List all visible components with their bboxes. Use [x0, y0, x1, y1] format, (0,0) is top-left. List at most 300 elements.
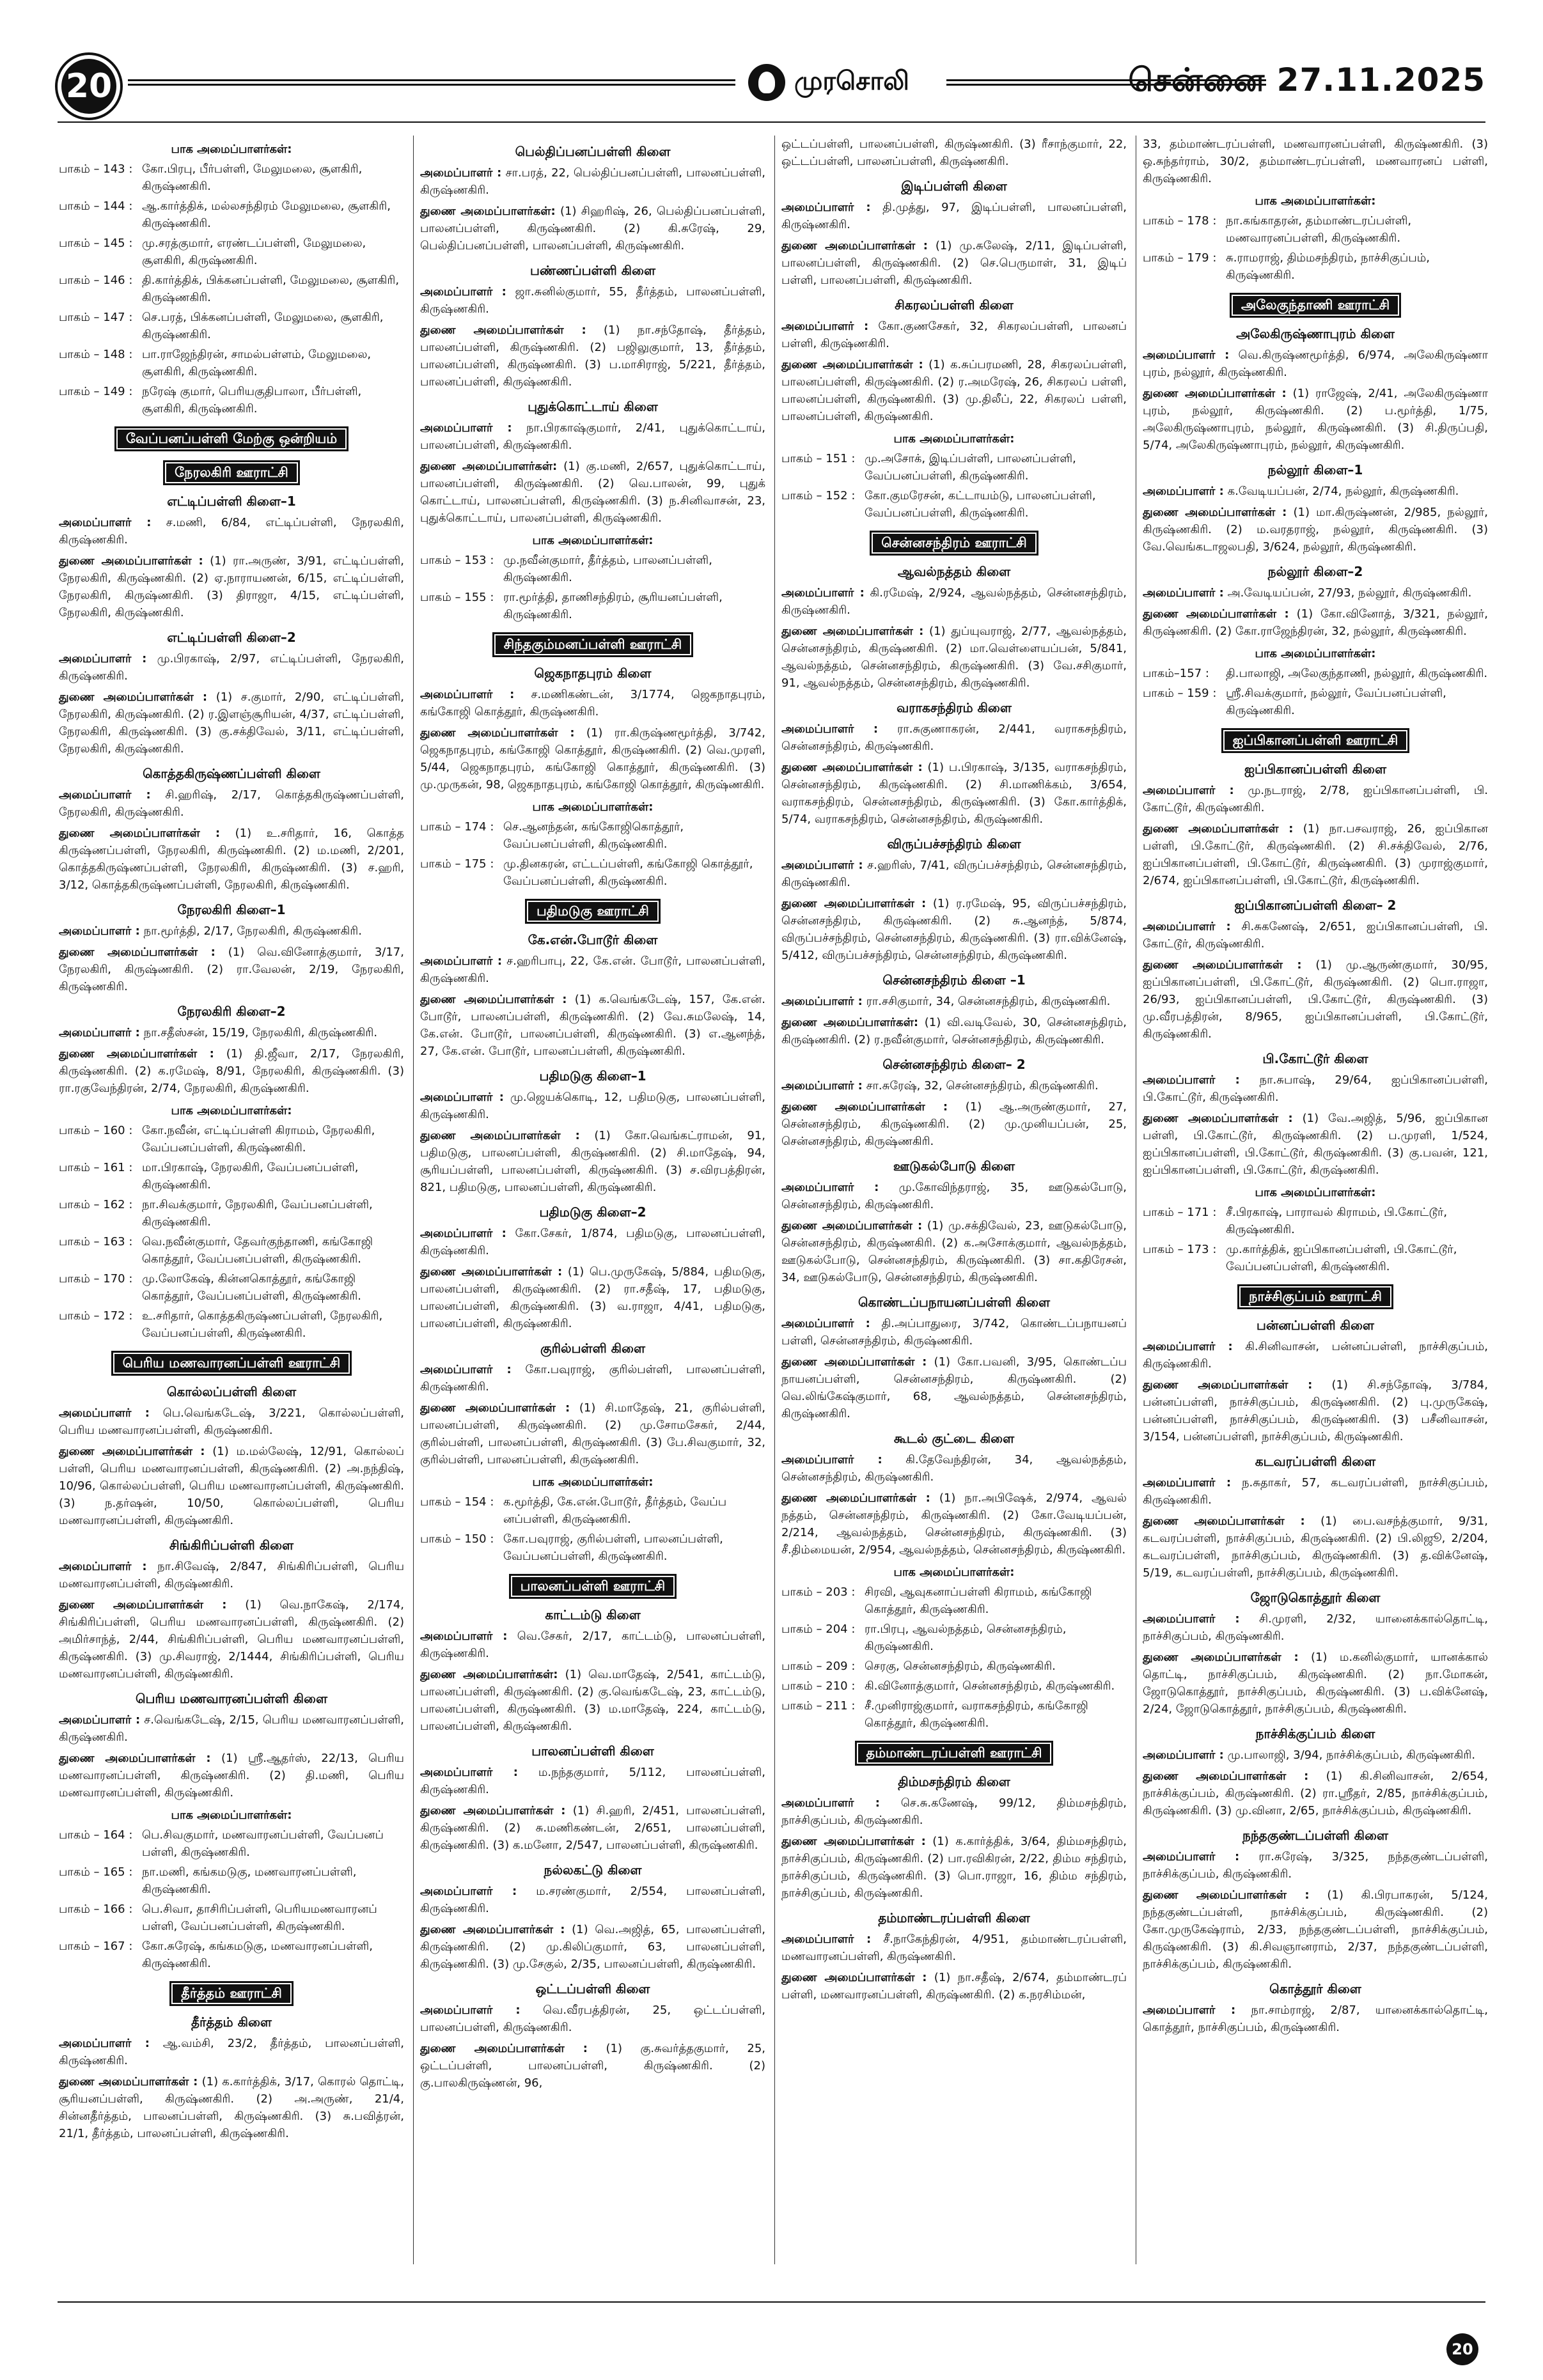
booth-number: பாகம் – 209 : — [781, 1660, 856, 1673]
role-label: அமைப்பாளர் : — [59, 652, 147, 665]
role-label: துணை அமைப்பாளர்கள் : — [59, 554, 203, 568]
column-4 — [1143, 136, 1488, 2264]
appointment-paragraph — [420, 1263, 765, 1332]
booth-entry — [1143, 1241, 1488, 1275]
role-label: துணை அமைப்பாளர்கள் : — [1143, 1378, 1313, 1392]
appointment-text: (1) கோ.வினோத், 3/321, நல்லூர், கிருஷ்ணகிரி. (2) கோ.ராஜேந்திரன், 32, நல்லூர், கிருஷ்ணகிரி. — [1143, 607, 1488, 638]
role-label: அமைப்பாளர் : — [420, 1227, 506, 1240]
role-label: துணை அமைப்பாளர்கள் : — [1143, 1769, 1309, 1783]
role-label: அமைப்பாளர் : — [1143, 1476, 1232, 1489]
appointment-paragraph — [420, 991, 765, 1060]
appointment-paragraph — [1143, 504, 1488, 556]
booth-number: பாகம் – 153 : — [420, 554, 494, 567]
panchayat-banner: சென்னசந்திரம் ஊராட்சி — [870, 531, 1038, 556]
booth-number: பாகம் – 151 : — [781, 452, 856, 465]
appointment-text: நா.பிரகாஷ்குமார், 2/41, புதுக்கொட்டாய், பாலனப்பள்ளி, கிருஷ்ணகிரி. — [420, 421, 765, 452]
role-label: அமைப்பாளர் : — [420, 1363, 512, 1376]
appointment-paragraph — [781, 1179, 1127, 1213]
booth-entry — [59, 1159, 404, 1194]
panchayat-banner: பதிமடுகு ஊராட்சி — [525, 899, 661, 924]
booth-person: கோ.குமரேசன், கட்டாயம்டு, பாலனப்பள்ளி, வேப்பனப்பள்ளி, கிருஷ்ணகிரி. — [865, 489, 1096, 520]
booth-person: நா.சிவக்குமார், நேரலகிரி, வேப்பனப்பள்ளி, கிருஷ்ணகிரி. — [142, 1198, 373, 1229]
panchayat-banner: நாச்சிகுப்பம் ஊராட்சி — [1237, 1284, 1393, 1309]
subheading: பாக அமைப்பாளர்கள்: — [893, 432, 1015, 446]
booth-entry — [1143, 665, 1488, 682]
booth-number: பாகம் – 160 : — [59, 1124, 133, 1137]
appointment-text: 33, தம்மாண்டரப்பள்ளி, மணவாரனப்பள்ளி, கிருஷ்ணகிரி. (3) ஒ.சுந்தர்ராம், 30/2, தம்மாண்டரப்பள்ளி, மணவாரனப் பள்ளி, கிருஷ்ணகிரி. — [1143, 137, 1488, 185]
booth-entry — [420, 1493, 765, 1528]
panchayat-banner: நேரலகிரி ஊராட்சி — [163, 460, 300, 485]
bottom-divider — [58, 2301, 1485, 2303]
role-label: துணை அமைப்பாளர்கள் : — [59, 690, 208, 704]
appointment-text: ம.நந்தகுமார், 5/112, பாலனப்பள்ளி, கிருஷ்ணகிரி. — [420, 1766, 765, 1796]
branch-heading: பி.கோட்டூர் கிளை — [1262, 1051, 1368, 1066]
role-label: துணை அமைப்பாளர்கள் : — [781, 1100, 948, 1114]
role-label: அமைப்பாளர் : — [420, 688, 515, 701]
role-label: அமைப்பாளர் : — [1143, 1073, 1240, 1087]
booth-person: கோ.பிரபு, பீர்பள்ளி, மேலுமலை, சூளகிரி, கிருஷ்ணகிரி. — [142, 162, 363, 193]
appointment-paragraph — [420, 322, 765, 391]
booth-number: பாகம் – 167 : — [59, 1940, 133, 1953]
booth-number: பாகம் – 159 : — [1143, 687, 1217, 700]
branch-heading: வராகசந்திரம் கிளை — [897, 700, 1012, 715]
branch-heading: ஜெகநாதபுரம் கிளை — [534, 665, 652, 681]
appointment-text: சா.பரத், 22, பெல்திப்பனப்பள்ளி, பாலனப்பள்ளி, கிருஷ்ணகிரி. — [420, 166, 765, 197]
appointment-paragraph — [420, 203, 765, 254]
booth-person: வெ.நவீன்குமார், தேவர்குந்தாணி, கங்கோஜி கொத்தூர், வேப்பனப்பள்ளி, கிருஷ்ணகிரி. — [142, 1235, 373, 1266]
role-label: அமைப்பாளர் : — [420, 421, 512, 435]
role-label: துணை அமைப்பாளர்கள் : — [59, 1598, 227, 1612]
role-label: துணை அமைப்பாளர்கள் : — [1143, 958, 1302, 972]
column-divider — [413, 136, 414, 2264]
panchayat-banner: வேப்பனப்பள்ளி மேற்கு ஒன்றியம் — [114, 426, 349, 451]
appointment-text: (1) ஆ.அருண்குமார், 27, சென்னசந்திரம், கிருஷ்ணகிரி. (2) மு.முனியப்பன், 25, சென்னசந்திரம், கிருஷ்ணகிரி. — [781, 1100, 1127, 1148]
branch-heading: நல்லகட்டு கிளை — [544, 1862, 642, 1878]
appointment-paragraph — [420, 686, 765, 720]
masthead-title: முரசொலி — [794, 66, 909, 96]
appointment-paragraph — [59, 2035, 404, 2069]
booth-person: ஆ.கார்த்திக், மல்லசந்திரம் மேலுமலை, சூளகிரி, கிருஷ்ணகிரி. — [142, 199, 391, 230]
appointment-paragraph — [420, 1883, 765, 1917]
branch-heading: கொத்தகிருஷ்ணப்பள்ளி கிளை — [143, 766, 320, 781]
appointment-paragraph — [1143, 2002, 1488, 2036]
booth-number: பாகம் – 163 : — [59, 1235, 133, 1248]
subheading: பாக அமைப்பாளர்கள்: — [171, 143, 292, 156]
appointment-text: அ.வேடியப்பன், 27/93, நல்லூர், கிருஷ்ணகிரி. — [1227, 586, 1472, 600]
appointment-text: (1) பெ.முருகேஷ், 5/884, பதிமடுகு, பாலனப்பள்ளி, கிருஷ்ணகிரி. (2) ரா.சதீஷ், 17, பதிமடுகு, பாலனப்பள்ளி, கிருஷ்ணகிரி. (3) வ.ராஜா, 4/41, பதிமடுகு, பாலனப்பள்ளி, கிருஷ்ணகிரி. — [420, 1265, 765, 1330]
branch-heading: நேரலகிரி கிளை–1 — [177, 902, 286, 917]
appointment-text: (1) ரா.கிருஷ்ணமூர்த்தி, 3/742, ஜெகநாதபுரம், கங்கோஜி கொத்தூர், கிருஷ்ணகிரி. (2) வெ.முரளி, 5/44, ஜெகநாதபுரம், கங்கோஜி கொத்தூர், கிருஷ்ணகிரி. (3) மு.முருகன், 98, ஜெகநாதபுரம், கங்கோஜி கொத்தூர், கிருஷ்ணகிரி. — [420, 726, 765, 791]
appointment-text: (1) தி.ஜீவா, 2/17, நேரலகிரி, கிருஷ்ணகிரி. (2) க.ரமேஷ், 8/91, நேரலகிரி, கிருஷ்ணகிரி. (3) ரா.ரகுவேந்திரன், 2/74, நேரலகிரி, கிருஷ்ணகிரி. — [59, 1047, 404, 1095]
appointment-text: நா.சுபாஷ், 29/64, ஐப்பிகானப்பள்ளி, பி.கோட்டூர், கிருஷ்ணகிரி. — [1143, 1073, 1488, 1104]
booth-entry — [781, 1697, 1127, 1732]
appointment-text: (1) ம.கனில்குமார், யானக்கால் தொட்டி, நாச்சிகுப்பம், கிருஷ்ணகிரி. (2) நா.மோகன், ஜோடுகொத்தூர், நாச்சிகுப்பம், கிருஷ்ணகிரி. (3) ப.விக்னேஷ், 2/24, ஜோடுகொத்தூர், நாச்சிகுப்பம், கிருஷ்ணகிரி. — [1143, 1651, 1488, 1716]
appointment-text: (1) நா.அபிஷேக், 2/974, ஆவல் நத்தம், சென்னசந்திரம், கிருஷ்ணகிரி. (2) கோ.வேடியப்பன், 2/214, ஆவல்நத்தம், சென்னசந்திரம், கிருஷ்ணகிரி. (3) சீ.திம்மையன், 2/954, ஆவல்நத்தம், சென்னசந்திரம், கிருஷ்ணகிரி. — [781, 1491, 1127, 1557]
branch-heading: விருப்பச்சந்திரம் கிளை — [887, 836, 1021, 852]
appointment-text: (1) வே.அஜித், 5/96, ஐப்பிகான பள்ளி, பி.கோட்டூர், கிருஷ்ணகிரி. (2) ப.முரளி, 1/524, ஐப்பிகானப்பள்ளி, பி.கோட்டூர், கிருஷ்ணகிரி. (3) கு.பவன், 121, ஐப்பிகானப்பள்ளி, பி.கோட்டூர், கிருஷ்ணகிரி. — [1143, 1112, 1488, 1177]
booth-entry — [420, 589, 765, 623]
booth-number: பாகம் – 211 : — [781, 1699, 856, 1713]
booth-entry — [59, 1938, 404, 1972]
role-label: துணை அமைப்பாளர்கள் : — [59, 1752, 211, 1765]
booth-number: பாகம் – 173 : — [1143, 1243, 1217, 1256]
booth-entry — [59, 346, 404, 380]
booth-entry — [59, 160, 404, 195]
role-label: அமைப்பாளர் : — [1143, 485, 1224, 498]
page-number-badge: 20 — [58, 55, 120, 118]
role-label: துணை அமைப்பாளர்கள் : — [781, 625, 924, 638]
appointment-paragraph — [420, 1764, 765, 1798]
branch-heading: சிகரலப்பள்ளி கிளை — [895, 297, 1014, 313]
branch-heading: குரில்பள்ளி கிளை — [540, 1341, 645, 1356]
booth-number: பாகம் – 152 : — [781, 489, 856, 502]
branch-heading: ஒட்டப்பள்ளி கிளை — [535, 1981, 650, 1996]
booth-entry — [59, 1233, 404, 1268]
appointment-paragraph — [59, 1596, 404, 1683]
booth-number: பாகம் – 148 : — [59, 348, 133, 361]
appointment-paragraph — [781, 1315, 1127, 1349]
role-label: துணை அமைப்பாளர்கள் : — [420, 323, 586, 337]
booth-entry — [781, 450, 1127, 485]
appointment-paragraph — [1143, 136, 1488, 187]
appointment-paragraph — [1143, 1071, 1488, 1106]
appointment-paragraph — [1143, 605, 1488, 640]
role-label: துணை அமைப்பாளர்கள்: — [420, 205, 556, 218]
subheading: பாக அமைப்பாளர்கள்: — [532, 1475, 654, 1489]
appointment-text: (1) கு.சுவர்த்தகுமார், 25, ஒட்டப்பள்ளி, பாலனப்பள்ளி, கிருஷ்ணகிரி. (2) கு.பாலகிருஷ்ணன், 96, — [420, 2042, 765, 2090]
appointment-paragraph — [781, 136, 1127, 170]
appointment-paragraph — [420, 1361, 765, 1396]
appointment-text: கோ.பவுராஜ், குரில்பள்ளி, பாலனப்பள்ளி, கிருஷ்ணகிரி. — [420, 1363, 765, 1394]
appointment-text: (1) மா.கிருஷ்ணன், 2/985, நல்லூர், கிருஷ்ணகிரி. (2) ம.வரதராஜ், நல்லூர், கிருஷ்ணகிரி. (3) வே.வெங்கடாஜலபதி, 3/624, நல்லூர், கிருஷ்ணகிரி. — [1143, 506, 1488, 554]
appointment-paragraph — [1143, 385, 1488, 454]
dateline: சென்னை 27.11.2025 — [1128, 61, 1485, 98]
role-label: துணை அமைப்பாளர்கள் : — [420, 2042, 588, 2055]
role-label: துணை அமைப்பாளர்கள் : — [781, 1219, 923, 1233]
appointment-paragraph — [781, 1489, 1127, 1559]
booth-entry — [59, 272, 404, 306]
booth-person: பெ.சிவா, தாசிரிப்பள்ளி, பெரியமணவாரனப் பள்ளி, வேப்பனப்பள்ளி, கிருஷ்ணகிரி. — [142, 1902, 377, 1933]
appointment-paragraph — [59, 552, 404, 621]
branch-heading: கொல்லப்பள்ளி கிளை — [166, 1384, 297, 1399]
appointment-text: நா.மூர்த்தி, 2/17, நேரலகிரி, கிருஷ்ணகிரி. — [143, 924, 362, 938]
role-label: துணை அமைப்பாளர்கள் : — [420, 1804, 566, 1817]
booth-entry — [781, 1583, 1127, 1618]
booth-number: பாகம் – 164 : — [59, 1828, 133, 1842]
appointment-text: கி.தேவேந்திரன், 34, ஆவல்நத்தம், சென்னசந்திரம், கிருஷ்ணகிரி. — [781, 1453, 1127, 1484]
branch-heading: ஐப்பிகானப்பள்ளி கிளை– 2 — [1234, 898, 1397, 913]
branch-heading: சென்னசந்திரம் கிளை –1 — [882, 972, 1026, 988]
role-label: துணை அமைப்பாளர்கள் : — [781, 1971, 927, 1984]
appointment-text: (1) சி.மாதேஷ், 21, குரில்பள்ளி, பாலனப்பள்ளி, கிருஷ்ணகிரி. (2) மு.சோமசேகர், 2/44, குரில்பள்ளி, பாலனப்பள்ளி, கிருஷ்ணகிரி. (3) பே.சிவகுமார், 32, குரில்பள்ளி, பாலனப்பள்ளி, கிருஷ்ணகிரி. — [420, 1401, 765, 1466]
appointment-paragraph — [1143, 956, 1488, 1043]
role-label: அமைப்பாளர் : — [420, 166, 502, 180]
role-label: அமைப்பாளர் : — [420, 2003, 521, 2017]
role-label: அமைப்பாளர் : — [781, 1079, 863, 1093]
appointment-text: ச.வெங்கடேஷ், 2/15, பெரிய மணவாரனப்பள்ளி, கிருஷ்ணகிரி. — [59, 1713, 404, 1744]
appointment-text: (1) ப.பிரகாஷ், 3/135, வராகசந்திரம், சென்னசந்திரம், கிருஷ்ணகிரி. (2) சி.மாணிக்கம், 3/654, வராகசந்திரம், சென்னசந்திரம், கிருஷ்ணகிரி. (3) கோ.கார்த்திக், 5/74, வராகசந்திரம், சென்னசந்திரம், கிருஷ்ணகிரி. — [781, 761, 1127, 826]
role-label: அமைப்பாளர் : — [781, 722, 879, 736]
appointment-paragraph — [1143, 1848, 1488, 1883]
appointment-paragraph — [420, 953, 765, 987]
role-label: துணை அமைப்பாளர்கள் : — [781, 1491, 930, 1505]
branch-heading: இடிப்பள்ளி கிளை — [901, 178, 1007, 194]
role-label: அமைப்பாளர் : — [420, 1629, 508, 1643]
appointment-text: (1) வெ.நாகேஷ், 2/174, சிங்கிரிப்பள்ளி, பெரிய மணவாரனப்பள்ளி, கிருஷ்ணகிரி. (2) அமிர்சாந்த், 2/44, சிங்கிரிப்பள்ளி, பெரிய மணவாரனப்பள்ளி, கிருஷ்ணகிரி. (3) மு.சிவராஜ், 2/1444, சிங்கிரிப்பள்ளி, பெரிய மணவாரனப்பள்ளி, கிருஷ்ணகிரி. — [59, 1598, 404, 1681]
branch-heading: சென்னசந்திரம் கிளை– 2 — [882, 1057, 1026, 1072]
role-label: துணை அமைப்பாளர்கள் : — [420, 1401, 570, 1415]
role-label: துணை அமைப்பாளர்கள் : — [59, 2075, 198, 2088]
appointment-text: (1) சி.சந்தோஷ், 3/784, பன்னப்பள்ளி, நாச்சிகுப்பம், கிருஷ்ணகிரி. (2) பு.முருகேஷ், பன்னப்பள்ளி, நாச்சிகுப்பம், கிருஷ்ணகிரி. (3) பசீனிவாசன், 3/154, பன்னப்பள்ளி, நாச்சிகுப்பம், கிருஷ்ணகிரி. — [1143, 1378, 1488, 1443]
appointment-text: (1) பை.வசந்த்குமார், 9/31, கடவரப்பள்ளி, நாச்சிகுப்பம், கிருஷ்ணகிரி. (2) பி.லிஜூ, 2/204, கடவரப்பள்ளி, நாச்சிகுப்பம், கிருஷ்ணகிரி. (3) த.விக்னேஷ், 5/19, கடவரப்பள்ளி, நாச்சிகுப்பம், கிருஷ்ணகிரி. — [1143, 1514, 1488, 1580]
subheading: பாக அமைப்பாளர்கள்: — [1255, 194, 1376, 208]
role-label: துணை அமைப்பாளர்கள் : — [781, 239, 928, 253]
appointment-paragraph — [1143, 1649, 1488, 1718]
role-label: அமைப்பாளர் : — [1143, 1612, 1240, 1626]
appointment-text: (1) ர.ரமேஷ், 95, விருப்பச்சந்திரம், சென்னசந்திரம், கிருஷ்ணகிரி. (2) சு.ஆனந்த், 5/874, விருப்பச்சந்திரம், சென்னசந்திரம், கிருஷ்ணகிரி. (3) ரா.விக்னேஷ், 5/412, விருப்பச்சந்திரம், சென்னசந்திரம், கிருஷ்ணகிரி. — [781, 897, 1127, 962]
appointment-paragraph — [420, 1628, 765, 1662]
booth-number: பாகம் – 166 : — [59, 1902, 133, 1916]
appointment-text: (1) உ.சரிதார், 16, கொத்த கிருஷ்ணப்பள்ளி, நேரலகிரி, கிருஷ்ணகிரி. (2) ம.மணி, 2/201, கொத்தகிருஷ்ணப்பள்ளி, நேரலகிரி, கிருஷ்ணகிரி. (3) ச.ஹரி, 3/12, கொத்தகிருஷ்ணப்பள்ளி, நேரலகிரி, கிருஷ்ணகிரி. — [59, 827, 404, 892]
role-label: அமைப்பாளர் : — [781, 1317, 870, 1330]
role-label: அமைப்பாளர் : — [59, 1713, 141, 1727]
branch-heading: புதுக்கொட்டாய் கிளை — [528, 399, 658, 414]
booth-number: பாகம் – 146 : — [59, 274, 133, 287]
column-divider — [774, 136, 775, 2264]
role-label: துணை அமைப்பாளர்கள் : — [1143, 387, 1287, 400]
appointment-text: ரா.சசிகுமார், 34, சென்னசந்திரம், கிருஷ்ணகிரி. — [866, 995, 1111, 1008]
appointment-paragraph — [1143, 918, 1488, 953]
appointment-text: ரா.சுகுணாகரன், 2/441, வராகசந்திரம், சென்னசந்திரம், கிருஷ்ணகிரி. — [781, 722, 1127, 753]
appointment-paragraph — [420, 724, 765, 793]
appointment-paragraph — [781, 895, 1127, 964]
appointment-text: கி.சினிவாசன், பன்னப்பள்ளி, நாச்சிகுப்பம், கிருஷ்ணகிரி. — [1143, 1340, 1488, 1371]
appointment-paragraph — [59, 1045, 404, 1097]
booth-person: நரேஷ் குமார், பெரியகுதிபாலா, பீர்பள்ளி, சூளகிரி, கிருஷ்ணகிரி. — [142, 385, 362, 416]
appointment-text: நா.சிவேஷ், 2/847, சிங்கிரிப்பள்ளி, பெரிய மணவாரனப்பள்ளி, கிருஷ்ணகிரி. — [59, 1560, 404, 1591]
appointment-text: (1) க.கார்த்திக், 3/64, திம்மசந்திரம், நாச்சிகுப்பம், கிருஷ்ணகிரி. (2) பா.ரவிகிரன், 2/22, திம்ம சந்திரம், நாச்சிகுப்பம், கிருஷ்ணகிரி. (3) பொ.ராஜா, 16, திம்ம சந்திரம், நாச்சிகுப்பம், கிருஷ்ணகிரி. — [781, 1835, 1127, 1900]
appointment-paragraph — [1143, 1513, 1488, 1582]
booth-number: பாகம் – 165 : — [59, 1865, 133, 1879]
role-label: துணை அமைப்பாளர்கள் : — [420, 726, 575, 740]
appointment-text: (1) வெ.வினோத்குமார், 3/17, நேரலகிரி, கிருஷ்ணகிரி. (2) ரா.வேலன், 2/19, நேரலகிரி, கிருஷ்ணகிரி. — [59, 945, 404, 993]
appointment-paragraph — [781, 584, 1127, 619]
role-label: அமைப்பாளர் : — [1143, 784, 1234, 797]
appointment-text: (1) மு.ஆருண்குமார், 30/95, ஐப்பிகானப்பள்ளி, பி.கோட்டூர், கிருஷ்ணகிரி. (2) பொ.ராஜா, 26/93, ஐப்பிகானப்பள்ளி, பி.கோட்டூர், கிருஷ்ணகிரி. (3) மு.வீரபத்திரன், 8/965, ஐப்பிகானப்பள்ளி, பி.கோட்டூர், கிருஷ்ணகிரி. — [1143, 958, 1488, 1041]
booth-entry — [59, 383, 404, 417]
appointment-text: கோ.சேகர், 1/874, பதிமடுகு, பாலனப்பள்ளி, கிருஷ்ணகிரி. — [420, 1227, 765, 1257]
appointment-paragraph — [781, 318, 1127, 352]
role-label: அமைப்பாளர் : — [781, 1181, 879, 1194]
appointment-paragraph — [420, 458, 765, 527]
appointment-text: (1) ராஜேஷ், 2/41, அலேகிருஷ்ணா புரம், நல்லூர், கிருஷ்ணகிரி. (2) ப.மூர்த்தி, 1/75, அலேகிருஷ்ணாபுரம், நல்லூர், கிருஷ்ணகிரி. (3) சி.திருப்பதி, 5/74, அலேகிருஷ்ணாபுரம், நல்லூர், கிருஷ்ணகிரி. — [1143, 387, 1488, 452]
booth-person: ரா.பிரபு, ஆவல்நத்தம், சென்னசந்திரம், கிருஷ்ணகிரி. — [865, 1622, 1067, 1653]
role-label: அமைப்பாளர் : — [420, 1091, 504, 1104]
appointment-paragraph — [781, 1353, 1127, 1422]
appointment-text: பெ.வெங்கடேஷ், 3/221, கொல்லப்பள்ளி, பெரிய மணவாரனப்பள்ளி, கிருஷ்ணகிரி. — [59, 1406, 404, 1437]
subheading: பாக அமைப்பாளர்கள்: — [532, 534, 654, 547]
appointment-paragraph — [59, 922, 404, 940]
appointment-paragraph — [420, 164, 765, 199]
appointment-text: (1) சி.ஹரி, 2/451, பாலனப்பள்ளி, கிருஷ்ணகிரி. (2) சு.மணிகண்டன், 2/651, பாலனப்பள்ளி, கிருஷ்ணகிரி. (3) க.மனோ, 2/547, பாலனப்பள்ளி, கிருஷ்ணகிரி. — [420, 1804, 765, 1852]
role-label: துணை அமைப்பாளர்கள் : — [1143, 607, 1289, 621]
booth-number: பாகம் – 171 : — [1143, 1206, 1217, 1219]
booth-number: பாகம் – 144 : — [59, 199, 133, 213]
role-label: துணை அமைப்பாளர்கள் : — [781, 1835, 926, 1848]
role-label: அமைப்பாளர் : — [1143, 348, 1230, 362]
branch-heading: ஆவல்நத்தம் கிளை — [897, 564, 1011, 579]
branch-heading: எட்டிப்பள்ளி கிளை–1 — [167, 494, 296, 509]
appointment-text: (1) சிஹரிஷ், 26, பெல்திப்பனப்பள்ளி, பாலனப்பள்ளி, கிருஷ்ணகிரி. (2) கி.சுரேஷ், 29, பெல்திப்பனப்பள்ளி, பாலனப்பள்ளி, கிருஷ்ணகிரி. — [420, 205, 765, 253]
appointment-paragraph — [59, 786, 404, 821]
appointment-text: ந.சுதாகர், 57, கடவரப்பள்ளி, நாச்சிகுப்பம், கிருஷ்ணகிரி. — [1143, 1476, 1488, 1507]
booth-entry — [781, 1658, 1127, 1675]
appointment-paragraph — [420, 2040, 765, 2092]
branch-heading: எட்டிப்பள்ளி கிளை–2 — [167, 630, 296, 645]
role-label: அமைப்பாளர் : — [420, 285, 506, 299]
role-label: அமைப்பாளர் : — [1143, 1850, 1240, 1863]
appointment-paragraph — [420, 1921, 765, 1973]
role-label: துணை அமைப்பாளர்கள் : — [1143, 1112, 1293, 1125]
subheading: பாக அமைப்பாளர்கள்: — [171, 1104, 292, 1117]
appointment-paragraph — [420, 283, 765, 318]
booth-person: மு.கார்த்திக், ஐப்பிகானப்பள்ளி, பி.கோட்டூர், வேப்பனப்பள்ளி, கிருஷ்ணகிரி. — [1226, 1243, 1457, 1273]
appointment-paragraph — [420, 1802, 765, 1854]
appointment-paragraph — [781, 720, 1127, 755]
appointment-paragraph — [420, 1127, 765, 1196]
role-label: அமைப்பாளர் : — [59, 1560, 147, 1573]
branch-heading: பன்னப்பள்ளி கிளை — [1257, 1318, 1374, 1333]
booth-person: கோ.நவீன், எட்டிப்பள்ளி கிராமம், நேரலகிரி, வேப்பனப்பள்ளி, கிருஷ்ணகிரி. — [142, 1124, 375, 1155]
role-label: அமைப்பாளர் : — [420, 1766, 518, 1779]
branch-heading: நந்தகுண்டப்பள்ளி கிளை — [1242, 1828, 1388, 1843]
appointment-paragraph — [420, 1666, 765, 1735]
role-label: அமைப்பாளர் : — [59, 1406, 150, 1420]
booth-entry — [1143, 249, 1488, 284]
booth-number: பாகம் – 155 : — [420, 591, 494, 604]
appointment-paragraph — [1143, 1376, 1488, 1445]
branch-heading: திம்மசந்திரம் கிளை — [898, 1774, 1010, 1789]
appointment-text: ச.ஹரிபாபு, 22, கே.என். போடூர், பாலனப்பள்ளி, கிருஷ்ணகிரி. — [420, 954, 765, 985]
role-label: துணை அமைப்பாளர்கள் : — [1143, 1888, 1310, 1902]
appointment-paragraph — [1143, 483, 1488, 500]
appointment-paragraph — [781, 1931, 1127, 1965]
booth-person: க.மூர்த்தி, கே.என்.போடூர், தீர்த்தம், வேப்ப னப்பள்ளி, கிருஷ்ணகிரி. — [503, 1495, 727, 1526]
column-3 — [781, 136, 1127, 2264]
appointment-paragraph — [59, 1404, 404, 1439]
booth-person: சு.ராமராஜ், திம்மசந்திரம், நாச்சிகுப்பம், கிருஷ்ணகிரி. — [1226, 251, 1430, 282]
footer-page-number: 20 — [1446, 2333, 1478, 2365]
booth-entry — [781, 487, 1127, 522]
appointment-paragraph — [1143, 1610, 1488, 1645]
appointment-paragraph — [420, 1399, 765, 1468]
branch-heading: ஐப்பிகானப்பள்ளி கிளை — [1244, 761, 1387, 777]
appointment-text: (1) மு.சுலேஷ், 2/11, இடிப்பள்ளி, பாலனப்பள்ளி, கிருஷ்ணகிரி. (2) செ.பெருமாள், 31, இடிப் பள்ளி, பாலனப்பள்ளி, கிருஷ்ணகிரி. — [781, 239, 1127, 287]
appointment-paragraph — [59, 1443, 404, 1529]
appointment-paragraph — [59, 514, 404, 548]
branch-heading: பதிமடுகு கிளை–1 — [539, 1068, 646, 1084]
appointment-text: தி.அப்பாதுரை, 3/742, கொண்டப்பநாயனப் பள்ளி, சென்னசந்திரம், கிருஷ்ணகிரி. — [781, 1317, 1127, 1348]
appointment-paragraph — [1143, 820, 1488, 889]
appointment-text: ம.சரண்குமார், 2/554, பாலனப்பள்ளி, கிருஷ்ணகிரி. — [420, 1885, 765, 1915]
role-label: அமைப்பாளர் : — [1143, 2003, 1236, 2017]
appointment-paragraph — [1143, 1768, 1488, 1819]
role-label: அமைப்பாளர் : — [781, 859, 863, 872]
booth-number: பாகம் – 143 : — [59, 162, 133, 176]
appointment-text: சீ.நாகேந்திரன், 4/951, தம்மாண்டரப்பள்ளி, மணவாரனப்பள்ளி, கிருஷ்ணகிரி. — [781, 1933, 1127, 1963]
role-label: துணை அமைப்பாளர்கள் : — [420, 993, 567, 1006]
appointment-text: (1) கி.பிரபாகரன், 5/124, நந்தகுண்டப்பள்ளி, நாச்சிக்குப்பம், கிருஷ்ணகிரி. (2) கோ.முருகேஷ்ராம், 2/33, நந்தகுண்டப்பள்ளி, நாச்சிக்குப்பம், கிருஷ்ணகிரி. (3) கி.சிவஞானராம், 2/37, நந்தகுண்டப்பள்ளி, நாச்சிக்குப்பம், கிருஷ்ணகிரி. — [1143, 1888, 1488, 1971]
booth-person: செ.பரத், பிக்கனப்பள்ளி, மேலுமலை, சூளகிரி, கிருஷ்ணகிரி. — [142, 311, 384, 341]
appointment-text: (1) வி.வடிவேல், 30, சென்னசந்திரம், கிருஷ்ணகிரி. (2) ர.நவீன்குமார், சென்னசந்திரம், கிருஷ்ணகிரி. — [781, 1016, 1127, 1046]
booth-person: பெ.சிவகுமார், மணவாரனப்பள்ளி, வேப்பனப் பள்ளி, கிருஷ்ணகிரி. — [142, 1828, 384, 1859]
booth-entry — [1143, 685, 1488, 719]
role-label: அமைப்பாளர் : — [781, 1796, 880, 1810]
panchayat-banner: சிந்தகும்மனப்பள்ளி ஊராட்சி — [492, 632, 693, 657]
appointment-text: (1) ம.மல்லேஷ், 12/91, கொல்லப் பள்ளி, பெரிய மணவாரனப்பள்ளி, கிருஷ்ணகிரி. (2) அ.நந்திஷ், 10/96, கொல்லப்பள்ளி, பெரிய மணவாரனப்பள்ளி, கிருஷ்ணகிரி. (3) ந.தர்ஷன், 10/50, கொல்லப்பள்ளி, பெரிய மணவாரனப்பள்ளி, கிருஷ்ணகிரி. — [59, 1445, 404, 1527]
appointment-text: ஆ.வம்சி, 23/2, தீர்த்தம், பாலனப்பள்ளி, கிருஷ்ணகிரி. — [59, 2037, 404, 2067]
booth-person: நா.கங்காதரன், தம்மாண்டரப்பள்ளி, மணவாரனப்பள்ளி, கிருஷ்ணகிரி. — [1226, 214, 1412, 245]
branch-heading: காட்டம்டு கிளை — [545, 1607, 641, 1622]
branch-heading: பெல்திப்பனப்பள்ளி கிளை — [515, 144, 671, 159]
booth-number: பாகம் – 175 : — [420, 857, 494, 871]
booth-number: பாகம் – 204 : — [781, 1622, 856, 1636]
booth-entry — [59, 1270, 404, 1305]
role-label: துணை அமைப்பாளர்கள் : — [781, 1355, 927, 1369]
appointment-text: சி.முரளி, 2/32, யானைக்கால்தொட்டி, நாச்சிகுப்பம், கிருஷ்ணகிரி. — [1143, 1612, 1488, 1643]
booth-person: ரா.மூர்த்தி, தாணிசந்திரம், சூரியனப்பள்ளி, கிருஷ்ணகிரி. — [503, 591, 723, 621]
booth-number: பாகம் – 161 : — [59, 1161, 133, 1174]
branch-heading: அலேகிருஷ்ணாபுரம் கிளை — [1236, 326, 1395, 341]
role-label: துணை அமைப்பாளர்கள் : — [59, 1445, 205, 1458]
appointment-text: (1) ரா.அருண், 3/91, எட்டிப்பள்ளி, நேரலகிரி, கிருஷ்ணகிரி. (2) ஏ.நாராயணன், 6/15, எட்டிப்பள்ளி, நேரலகிரி, கிருஷ்ணகிரி. (3) திராஜா, 4/15, எட்டிப்பள்ளி, நேரலகிரி, கிருஷ்ணகிரி. — [59, 554, 404, 619]
booth-number: பாகம் – 147 : — [59, 311, 133, 324]
appointment-paragraph — [59, 1024, 404, 1041]
appointment-paragraph — [1143, 1746, 1488, 1764]
booth-entry — [59, 1901, 404, 1935]
booth-person: செ.ஆனந்தன், கங்கோஜிகொத்தூர், வேப்பனப்பள்ளி, கிருஷ்ணகிரி. — [503, 820, 684, 851]
appointment-text: (1) கோ.வெங்கட்ராமன், 91, பதிமடுகு, பாலனப்பள்ளி, கிருஷ்ணகிரி. (2) சி.மாதேஷ், 94, சூரியப்பள்ளி, பாலனப்பள்ளி, கிருஷ்ணகிரி. (3) ச.விரபத்திரன், 821, பதிமடுகு, பாலனப்பள்ளி, கிருஷ்ணகிரி. — [420, 1129, 765, 1194]
role-label: துணை அமைப்பாளர்கள் : — [59, 827, 221, 840]
subheading: பாக அமைப்பாளர்கள்: — [532, 800, 654, 814]
booth-entry — [1143, 212, 1488, 247]
branch-heading: பாலனப்பள்ளி கிளை — [531, 1743, 654, 1759]
appointment-paragraph — [59, 944, 404, 995]
booth-number: பாகம் – 179 : — [1143, 251, 1217, 265]
booth-entry — [420, 552, 765, 586]
branch-heading: தீர்த்தம் கிளை — [191, 2014, 272, 2030]
branch-heading: பெரிய மணவாரனப்பள்ளி கிளை — [135, 1691, 328, 1706]
appointment-text: வெ.வீரபத்திரன், 25, ஒட்டப்பள்ளி, பாலனப்பள்ளி, கிருஷ்ணகிரி. — [420, 2003, 765, 2034]
branch-heading: கொத்தூர் கிளை — [1269, 1981, 1361, 1996]
appointment-text: (1) வெ.மாதேஷ், 2/541, காட்டம்டு, பாலனப்பள்ளி, கிருஷ்ணகிரி. (2) கு.வெங்கடேஷ், 23, காட்டம்டு, பாலனப்பள்ளி, கிருஷ்ணகிரி. (3) ம.மாதேஷ், 224, காட்டம்டு, பாலனப்பள்ளி, கிருஷ்ணகிரி. — [420, 1668, 765, 1733]
booth-person: சிரவி, ஆவுகனாப்பள்ளி கிராமம், கங்கோஜி கொத்தூர், கிருஷ்ணகிரி. — [865, 1585, 1092, 1616]
sun-logo-icon — [748, 64, 785, 101]
role-label: அமைப்பாளர் : — [59, 788, 151, 802]
appointment-text: (1) கோ.பவனி, 3/95, கொண்டப்ப நாயனப்பள்ளி, சென்னசந்திரம், கிருஷ்ணகிரி. (2) வெ.லிங்கேஷ்குமார், 68, ஆவல்நத்தம், சென்னசந்திரம், கிருஷ்ணகிரி. — [781, 1355, 1127, 1420]
appointment-paragraph — [781, 1833, 1127, 1902]
header-rule-left — [128, 79, 735, 86]
booth-number: பாகம் – 174 : — [420, 820, 494, 834]
role-label: அமைப்பாளர் : — [781, 1933, 872, 1946]
branch-heading: நல்லூர் கிளை–2 — [1267, 564, 1363, 579]
booth-number: பாகம் – 203 : — [781, 1585, 856, 1599]
booth-entry — [59, 1826, 404, 1861]
appointment-paragraph — [59, 688, 404, 758]
appointment-text: செ.சு.கணேஷ், 99/12, திம்மசந்திரம், நாச்சிகுப்பம், கிருஷ்ணகிரி. — [781, 1796, 1127, 1827]
role-label: துணை அமைப்பாளர்கள் : — [1143, 506, 1287, 519]
branch-heading: பதிமடுகு கிளை–2 — [539, 1204, 646, 1220]
